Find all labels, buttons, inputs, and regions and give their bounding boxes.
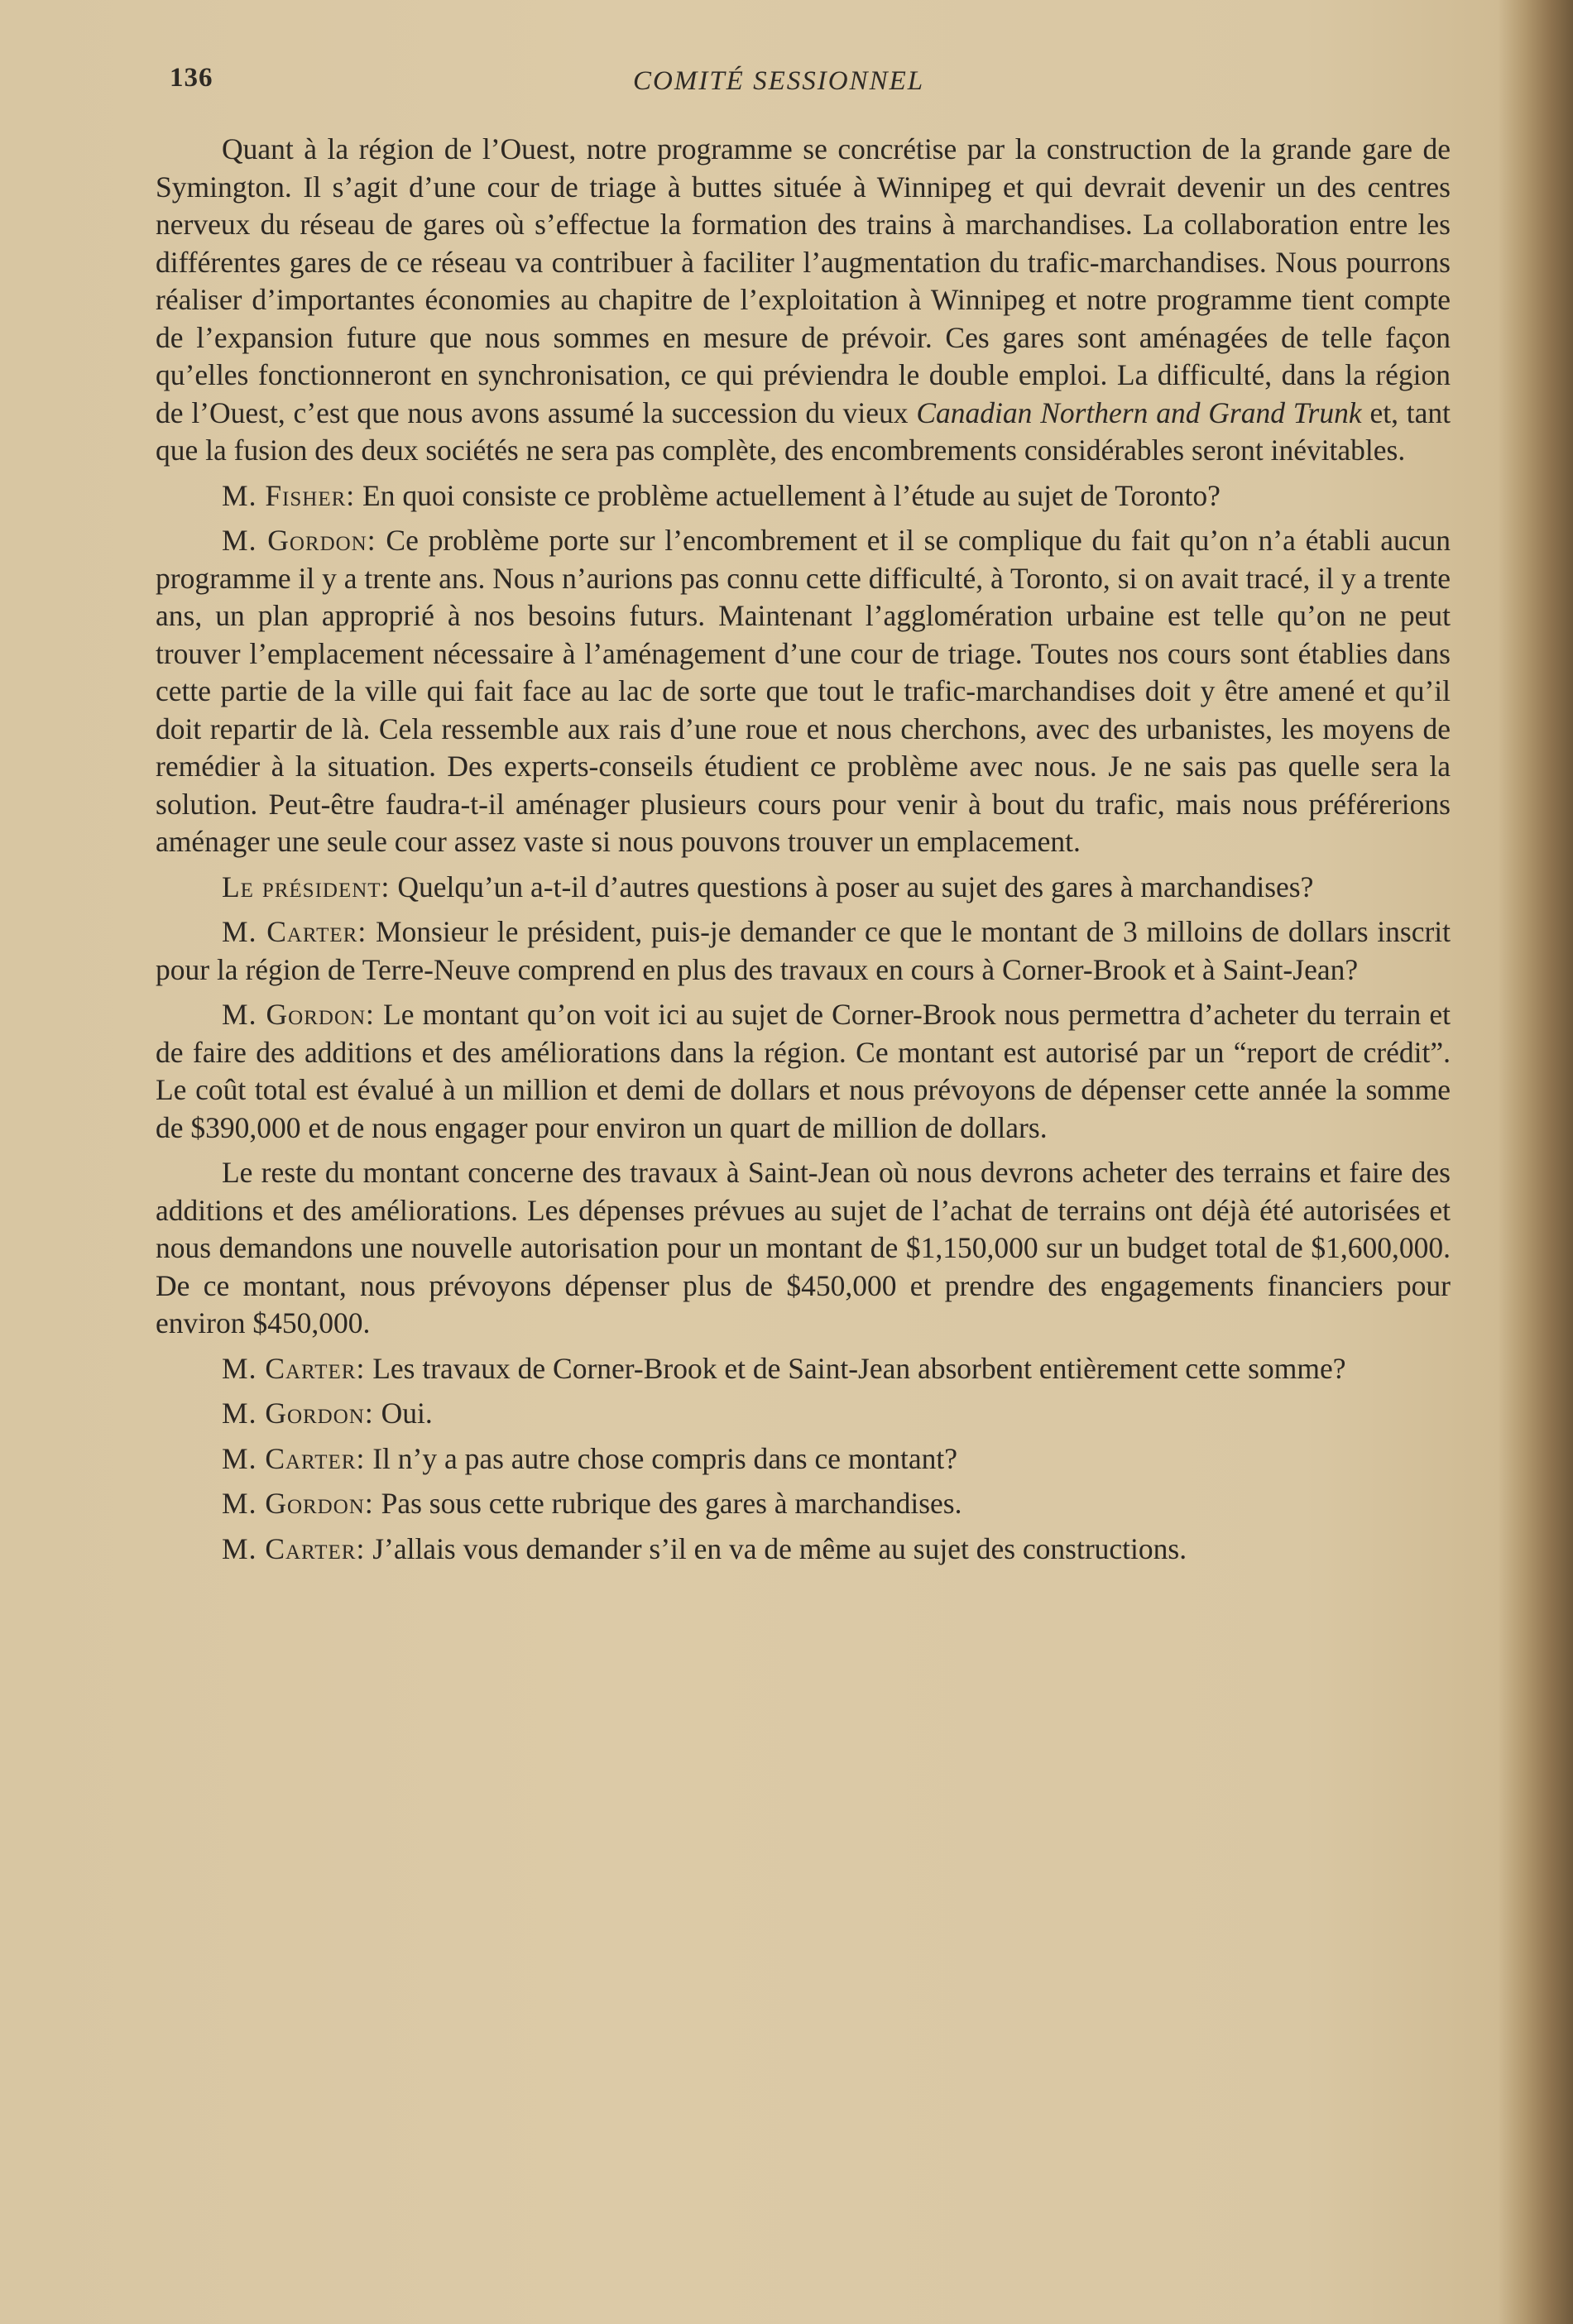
paragraph — [156, 1395, 1451, 1433]
railway-names: Canadian Northern and Grand Trunk — [916, 395, 1362, 429]
paragraph — [156, 1350, 1451, 1388]
paragraph-text: Ce problème porte sur l’encombrement et il se complique du fait qu’on n’a établi aucun programme il y a trente ans. Nous n’aurions pas connu cette difficulté, à Toronto, si on avait tracé, il y a trente ans, un plan approprié à nos besoins futurs. Maintenant l’agglomération urbaine est telle qu’on ne peut trouver l’emplacement nécessaire à l’aménagement d’une cour de triage. Toutes nos cours sont établies dans cette partie de la ville qui fait face au lac de sorte que tout le trafic-marchandises doit y être amené et qu’il doit repartir de là. Cela ressemble aux rais d’une roue et nous cherchons, avec des urbanistes, les moyens de remédier à la situation. Des experts-conseils étudient ce problème avec nous. Je ne sais pas quelle sera la solution. Peut-être faudra-t-il aménager plusieurs cours pour venir à bout du trafic, mais nous préférerions aménager une seule cour assez vaste si nous pouvons trouver un emplacement. — [156, 524, 1451, 858]
paragraph-text: Quelqu’un a-t-il d’autres questions à poser au sujet des gares à marchandises? — [397, 870, 1314, 903]
speaker-label: M. Carter: — [222, 1441, 366, 1475]
speaker-label: M. Gordon: — [222, 524, 376, 557]
paragraph — [156, 131, 1451, 470]
paragraph — [156, 1154, 1451, 1343]
paragraph-text: Pas sous cette rubrique des gares à marchandises. — [381, 1487, 962, 1520]
body-text — [156, 131, 1451, 1575]
paragraph-text: Il n’y a pas autre chose compris dans ce montant? — [372, 1441, 957, 1475]
paragraph-text-continued: et, tant que la fusion des deux sociétés ne sera pas complète, des encombrements considérables seront inévitables. — [156, 395, 1451, 467]
speaker-label: M. Carter: — [222, 1531, 366, 1565]
paragraph-text: J’allais vous demander s’il en va de même au sujet des constructions. — [372, 1531, 1187, 1565]
speaker-label: M. Gordon: — [222, 998, 375, 1031]
paragraph-text: Le reste du montant concerne des travaux à Saint-Jean où nous devrons acheter des terrains et faire des additions et des améliorations. Les dépenses prévues au sujet de l’achat de terrains ont déjà été autorisées et nous demandons une nouvelle autorisation pour un montant de $1,150,000 sur un budget total de $1,600,000. De ce montant, nous prévoyons dépenser plus de $450,000 et prendre des engagements financiers pour environ $450,000. — [156, 1156, 1451, 1339]
speaker-label: M. Carter: — [222, 915, 367, 948]
running-head — [170, 63, 1444, 113]
speaker-label: Le président: — [222, 870, 391, 903]
paragraph — [156, 1531, 1451, 1569]
paragraph-text: Le montant qu’on voit ici au sujet de Corner-Brook nous permettra d’acheter du terrain et de faire des additions et des améliorations dans la région. Ce montant est autorisé par un “report de crédit”. Le coût total est évalué à un million et demi de dollars et nous prévoyons de dépenser cette année la somme de $390,000 et de nous engager pour environ un quart de million de dollars. — [156, 998, 1451, 1144]
paragraph-text: Quant à la région de l’Ouest, notre programme se concrétise par la construction de la grande gare de Symington. Il s’agit d’une cour de triage à buttes située à Winnipeg et qui devrait devenir un des centres nerveux du réseau de gares où s’effectue la formation des trains à marchandises. La collaboration entre les différentes gares de ce réseau va contribuer à faciliter l’augmentation du trafic-marchandises. Nous pourrons réaliser d’importantes économies au chapitre de l’exploitation à Winnipeg et notre programme tient compte de l’expansion future que nous sommes en mesure de prévoir. Ces gares sont aménagées de telle façon qu’elles fonctionneront en synchronisation, ce qui préviendra le double emploi. La difficulté, dans la région de l’Ouest, c’est que nous avons assumé la succession du vieux — [156, 132, 1451, 429]
paragraph — [156, 996, 1451, 1147]
speaker-label: M. Gordon: — [222, 1487, 374, 1520]
paragraph — [156, 522, 1451, 861]
paragraph-text: Les travaux de Corner-Brook et de Saint-Jean absorbent entièrement cette somme? — [372, 1351, 1346, 1385]
paragraph — [156, 1485, 1451, 1523]
paragraph-text: En quoi consiste ce problème actuellement à l’étude au sujet de Toronto? — [362, 478, 1221, 512]
paragraph-text: Monsieur le président, puis-je demander ce que le montant de 3 milloins de dollars inscrit pour la région de Terre-Neuve comprend en plus des travaux en cours à Corner-Brook et à Saint-Jean? — [156, 915, 1451, 986]
paragraph — [156, 477, 1451, 515]
paragraph — [156, 1440, 1451, 1478]
speaker-label: M. Gordon: — [222, 1397, 374, 1430]
running-title: COMITÉ SESSIONNEL — [633, 66, 925, 96]
speaker-label: M. Carter: — [222, 1351, 366, 1385]
book-spine-edge — [1498, 0, 1573, 2324]
paragraph — [156, 869, 1451, 907]
paragraph — [156, 913, 1451, 989]
page-number: 136 — [170, 63, 213, 93]
speaker-label: M. Fisher: — [222, 478, 356, 512]
paragraph-text: Oui. — [381, 1397, 433, 1430]
